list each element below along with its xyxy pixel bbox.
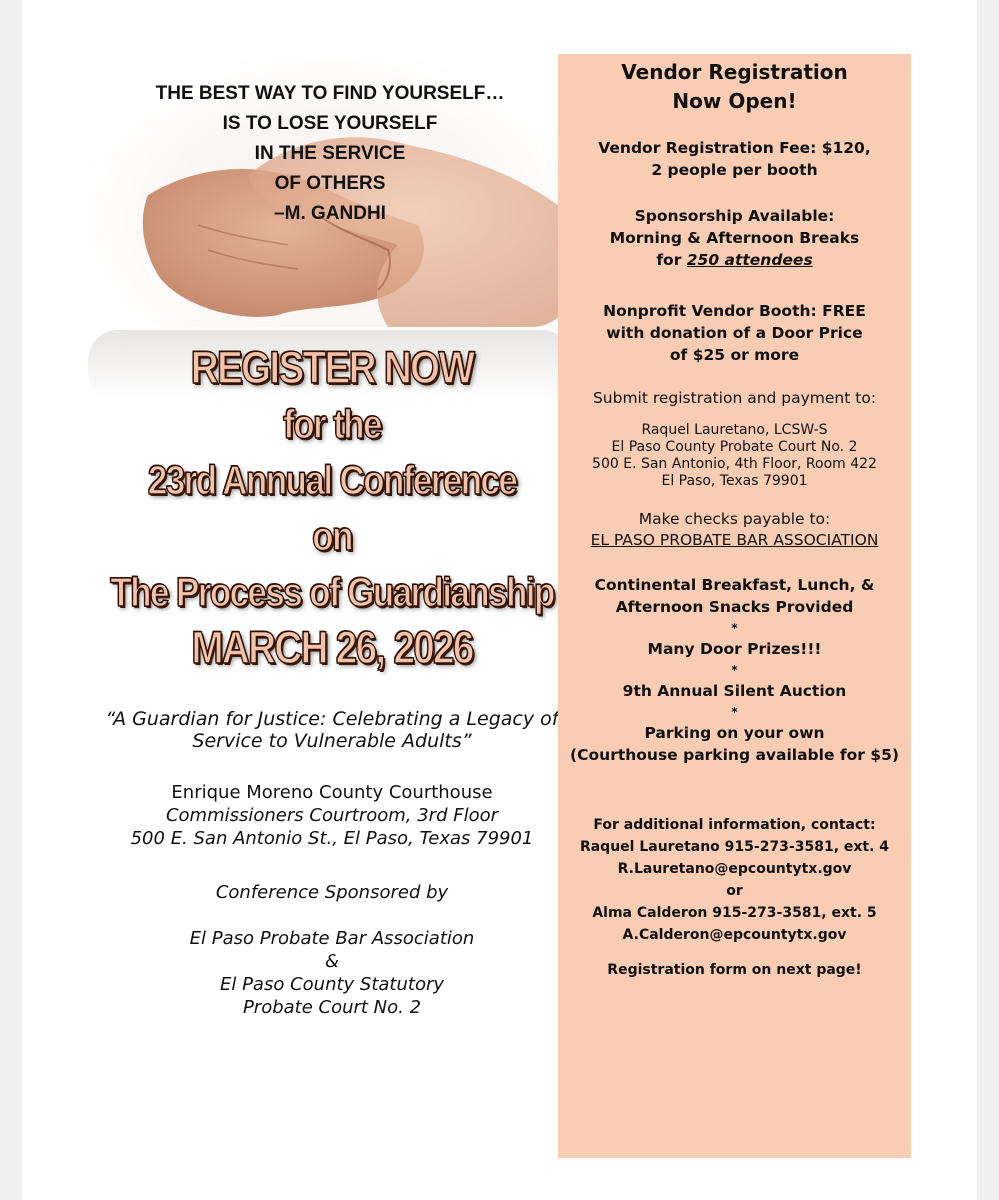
separator-star: * [731,621,738,635]
sponsorship-info [558,205,911,271]
contact-phone: Alma Calderon 915-273-3581, ext. 5 [592,905,877,921]
contact-heading: For additional information, contact: [593,817,876,833]
contact-email[interactable]: A.Calderon@epcountytx.gov [622,927,847,943]
headline-line: on [312,513,352,559]
sponsors-block [72,881,592,1019]
attendee-count: 250 attendees [686,251,813,269]
nonprofit-line: of $25 or more [669,346,800,364]
conference-headline [100,340,564,676]
sponsors-heading: Conference Sponsored by [215,882,449,903]
address-line: El Paso, Texas 79901 [661,473,808,489]
separator-star: * [731,663,738,677]
address-line: 500 E. San Antonio, 4th Floor, Room 422 [592,456,877,472]
nonprofit-line: with donation of a Door Price [606,324,863,342]
conference-title: 23rd Annual Conference [147,457,517,503]
sponsorship-line [558,249,911,271]
quote-line: THE BEST WAY TO FIND YOURSELF… [155,83,505,104]
separator-star: * [731,705,738,719]
next-page-note: Registration form on next page! [607,962,862,978]
headline-line: for the [283,401,381,447]
meals-line: Continental Breakfast, Lunch, & [594,576,875,594]
nonprofit-booth [558,300,911,366]
check-payee [558,509,911,551]
contact-phone: Raquel Lauretano 915-273-3581, ext. 4 [579,839,890,855]
address-line: Raquel Lauretano, LCSW-S [641,422,828,438]
venue-address: 500 E. San Antonio St., El Paso, Texas 79901 [130,828,534,849]
vendor-registration-title [558,58,911,116]
meals-line: Afternoon Snacks Provided [615,598,854,616]
venue-block [72,781,592,850]
nonprofit-line: Nonprofit Vendor Booth: FREE [603,302,866,320]
flyer-page [22,0,977,1200]
venue-name: Enrique Moreno County Courthouse [171,782,493,803]
silent-auction: 9th Annual Silent Auction [622,682,847,700]
fee-line: 2 people per booth [651,161,818,179]
contact-info [558,814,911,946]
vendor-sidebar [558,54,911,1158]
mailing-address [558,422,911,490]
quote-line: IS TO LOSE YOURSELF [222,113,438,134]
sponsorship-prefix: for [656,251,687,269]
contact-email[interactable]: R.Lauretano@epcountytx.gov [617,861,852,877]
quote-attribution: –M. GANDHI [274,203,386,224]
conference-date: MARCH 26, 2026 [191,622,473,673]
submit-instructions: Submit registration and payment to: [592,389,877,407]
sponsor-county-court: El Paso County Statutory [219,974,445,995]
quote-line: IN THE SERVICE [254,143,406,164]
conference-theme: “A Guardian for Justice: Celebrating a Legacy of Service to Vulnerable Adults” [105,708,559,752]
sponsor-bar-association: El Paso Probate Bar Association [189,928,475,949]
contact-or: or [726,883,743,899]
door-prizes: Many Door Prizes!!! [647,640,822,658]
address-line: El Paso County Probate Court No. 2 [611,439,858,455]
register-now-heading: REGISTER NOW [190,342,474,393]
title-line: Vendor Registration [621,60,848,84]
title-line: Now Open! [672,89,797,113]
quote-line: OF OTHERS [274,173,386,194]
spacer [72,904,592,927]
gandhi-quote [88,79,572,229]
venue-room: Commissioners Courtroom, 3rd Floor [165,805,499,826]
vendor-fee [558,137,911,181]
sponsorship-line: Morning & Afternoon Breaks [609,229,860,247]
holding-hands-photo [88,55,572,327]
sponsor-ampersand: & [324,951,340,972]
checks-label: Make checks payable to: [638,510,831,528]
sponsor-county-court-cont: Probate Court No. 2 [242,997,422,1018]
parking-line: (Courthouse parking available for $5) [570,746,899,764]
conference-perks [558,574,911,766]
payee-name: EL PASO PROBATE BAR ASSOCIATION [590,531,879,549]
sponsorship-line: Sponsorship Available: [634,207,835,225]
fee-line: Vendor Registration Fee: $120, [598,139,871,157]
conference-subject: The Process of Guardianship [110,569,554,615]
parking-line: Parking on your own [644,724,825,742]
